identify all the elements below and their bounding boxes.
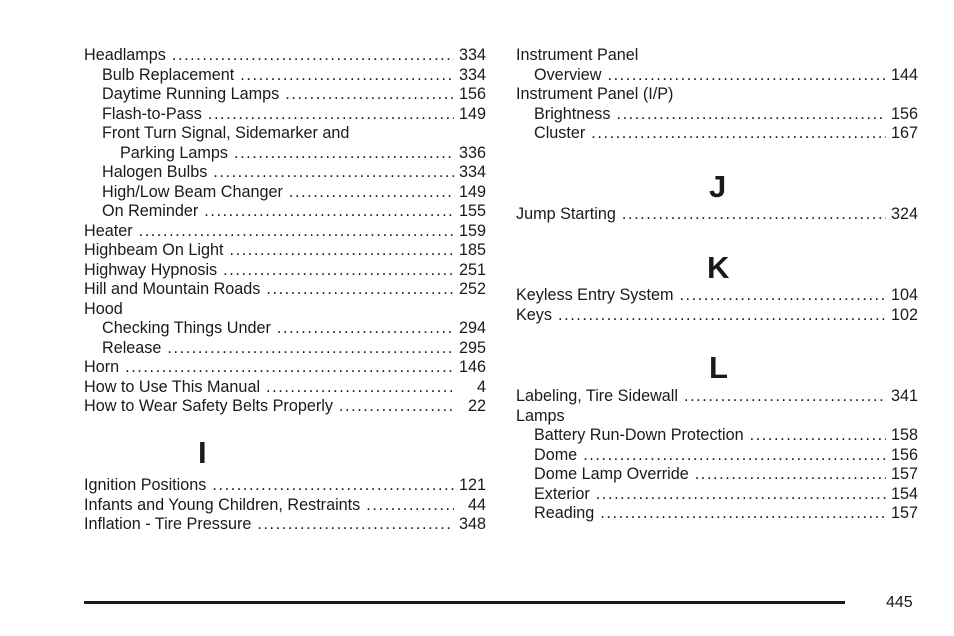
left-column-i xyxy=(84,476,486,535)
index-entry-label: On Reminder xyxy=(102,202,199,220)
index-entry xyxy=(84,319,486,339)
dot-leader xyxy=(266,378,454,398)
index-entry-label: Brightness xyxy=(534,104,611,123)
index-entry-page: 341 xyxy=(890,387,918,405)
index-entry xyxy=(84,378,486,398)
index-entry-page: 146 xyxy=(458,358,486,376)
index-entry-label: Daytime Running Lamps xyxy=(102,85,280,103)
index-entry xyxy=(516,286,918,306)
index-list xyxy=(516,286,918,325)
index-entry-page: 334 xyxy=(458,46,486,64)
index-entry-label: Instrument Panel xyxy=(516,46,639,64)
footer-rule xyxy=(84,601,845,604)
dot-leader xyxy=(596,485,886,505)
index-entry-page: 22 xyxy=(467,397,486,415)
index-entry xyxy=(84,222,486,242)
dot-leader xyxy=(366,496,454,516)
index-entry-page: 252 xyxy=(458,280,486,298)
index-entry-label: Ignition Positions xyxy=(84,476,207,494)
index-entry xyxy=(516,465,918,485)
index-entry-page: 336 xyxy=(458,143,486,162)
index-entry-page: 149 xyxy=(458,104,486,123)
index-entry-label: Bulb Replacement xyxy=(102,65,235,84)
index-entry xyxy=(84,144,486,164)
dot-leader xyxy=(266,280,454,300)
index-entry-label: Jump Starting xyxy=(516,205,616,223)
index-entry xyxy=(516,504,918,524)
dot-leader xyxy=(277,319,454,339)
dot-leader xyxy=(208,105,454,125)
section-letter-k: K xyxy=(707,250,730,285)
index-entry-label: Instrument Panel (I/P) xyxy=(516,85,674,103)
index-entry-page: 4 xyxy=(476,377,486,396)
dot-leader xyxy=(139,222,454,242)
index-entry-label: Reading xyxy=(534,504,595,522)
dot-leader xyxy=(679,286,886,306)
index-entry xyxy=(84,339,486,359)
index-entry-page: 334 xyxy=(458,65,486,84)
index-entry xyxy=(84,358,486,378)
right-column-j xyxy=(516,205,918,225)
dot-leader xyxy=(289,183,454,203)
index-entry xyxy=(84,66,486,86)
index-entry-page: 156 xyxy=(458,85,486,103)
dot-leader xyxy=(223,261,454,281)
index-entry-label: Highway Hypnosis xyxy=(84,260,218,279)
dot-leader xyxy=(257,515,454,535)
right-column-l xyxy=(516,387,918,524)
index-entry xyxy=(84,124,486,144)
index-entry xyxy=(84,241,486,261)
index-entry xyxy=(516,426,918,446)
index-entry-label: Checking Things Under xyxy=(102,319,271,337)
index-entry-page: 324 xyxy=(890,205,918,223)
index-entry xyxy=(84,300,486,320)
index-entry xyxy=(84,515,486,535)
dot-leader xyxy=(583,446,886,466)
index-entry-page: 159 xyxy=(458,221,486,240)
dot-leader xyxy=(240,66,454,86)
section-letter-l: L xyxy=(709,350,728,385)
right-column-k xyxy=(516,286,918,325)
index-entry xyxy=(516,85,918,105)
index-entry-label: Dome Lamp Override xyxy=(534,465,689,483)
index-entry xyxy=(84,202,486,222)
index-entry xyxy=(516,407,918,427)
dot-leader xyxy=(229,241,454,261)
index-entry-page: 167 xyxy=(890,124,918,142)
index-entry-page: 156 xyxy=(890,445,918,464)
index-entry xyxy=(84,183,486,203)
index-entry-label: Dome xyxy=(534,445,578,464)
dot-leader xyxy=(172,46,454,66)
index-entry-page: 157 xyxy=(890,504,918,522)
index-entry-label: Highbeam On Light xyxy=(84,241,224,259)
index-entry-page: 155 xyxy=(458,202,486,220)
index-entry xyxy=(84,280,486,300)
index-entry-page: 185 xyxy=(458,241,486,259)
dot-leader xyxy=(213,163,454,183)
dot-leader xyxy=(204,202,454,222)
index-entry-label: Overview xyxy=(534,65,602,84)
left-column xyxy=(84,46,486,417)
index-entry-label: Release xyxy=(102,338,162,357)
index-entry-label: Headlamps xyxy=(84,46,166,64)
index-entry-label: Keys xyxy=(516,305,552,324)
index-entry-page: 104 xyxy=(890,286,918,304)
dot-leader xyxy=(695,465,886,485)
index-entry-page: 149 xyxy=(458,182,486,201)
index-entry xyxy=(84,496,486,516)
index-entry xyxy=(84,261,486,281)
dot-leader xyxy=(339,397,454,417)
index-list xyxy=(516,205,918,225)
index-entry xyxy=(516,124,918,144)
index-entry-page: 154 xyxy=(890,484,918,503)
index-entry-label: Lamps xyxy=(516,406,565,425)
index-entry-page: 144 xyxy=(890,65,918,84)
index-entry-page: 44 xyxy=(467,495,486,514)
index-entry-label: Halogen Bulbs xyxy=(102,163,208,181)
index-entry xyxy=(84,163,486,183)
index-entry xyxy=(516,205,918,225)
index-entry-page: 294 xyxy=(458,319,486,337)
index-entry-label: Front Turn Signal, Sidemarker and xyxy=(102,124,350,142)
index-list xyxy=(84,476,486,535)
index-entry xyxy=(84,397,486,417)
dot-leader xyxy=(750,426,886,446)
index-entry xyxy=(516,446,918,466)
index-entry-label: How to Wear Safety Belts Properly xyxy=(84,397,333,415)
dot-leader xyxy=(607,66,886,86)
index-entry-label: Flash-to-Pass xyxy=(102,104,202,123)
section-letter-j: J xyxy=(709,169,727,204)
index-entry-label: Labeling, Tire Sidewall xyxy=(516,387,678,405)
index-entry xyxy=(516,66,918,86)
index-entry xyxy=(516,485,918,505)
index-entry xyxy=(84,85,486,105)
index-entry xyxy=(516,105,918,125)
index-entry-page: 157 xyxy=(890,465,918,483)
dot-leader xyxy=(234,144,454,164)
index-entry-label: Battery Run-Down Protection xyxy=(534,426,744,444)
index-list xyxy=(516,387,918,524)
index-entry xyxy=(516,46,918,66)
dot-leader xyxy=(285,85,454,105)
index-entry-page: 295 xyxy=(458,338,486,357)
dot-leader xyxy=(591,124,886,144)
dot-leader xyxy=(167,339,454,359)
index-entry xyxy=(516,387,918,407)
dot-leader xyxy=(600,504,886,524)
index-entry-label: Horn xyxy=(84,358,120,376)
index-entry xyxy=(84,46,486,66)
index-entry-label: High/Low Beam Changer xyxy=(102,182,283,201)
index-entry-label: Keyless Entry System xyxy=(516,286,674,304)
dot-leader xyxy=(212,476,454,496)
index-entry-page: 156 xyxy=(890,104,918,123)
index-entry-label: Cluster xyxy=(534,124,586,142)
index-entry-page: 334 xyxy=(458,163,486,181)
index-entry xyxy=(516,306,918,326)
index-entry-label: Inflation - Tire Pressure xyxy=(84,515,252,533)
dot-leader xyxy=(622,205,886,225)
index-entry-page: 158 xyxy=(890,426,918,444)
page-number: 445 xyxy=(886,594,913,611)
index-entry-label: Hood xyxy=(84,299,123,318)
index-list xyxy=(516,46,918,144)
index-entry-page: 348 xyxy=(458,515,486,533)
index-entry-page: 102 xyxy=(890,305,918,324)
index-entry-label: How to Use This Manual xyxy=(84,377,261,396)
index-entry-label: Infants and Young Children, Restraints xyxy=(84,495,361,514)
index-list xyxy=(84,46,486,417)
index-entry-page: 121 xyxy=(458,476,486,494)
index-entry-label: Exterior xyxy=(534,484,590,503)
index-entry-label: Parking Lamps xyxy=(120,143,228,162)
dot-leader xyxy=(616,105,886,125)
dot-leader xyxy=(125,358,454,378)
index-entry xyxy=(84,105,486,125)
index-entry-page: 251 xyxy=(458,260,486,279)
dot-leader xyxy=(684,387,886,407)
index-entry xyxy=(84,476,486,496)
dot-leader xyxy=(558,306,886,326)
index-entry-label: Hill and Mountain Roads xyxy=(84,280,261,298)
index-entry-label: Heater xyxy=(84,221,133,240)
right-column xyxy=(516,46,918,144)
section-letter-i: I xyxy=(198,435,207,470)
